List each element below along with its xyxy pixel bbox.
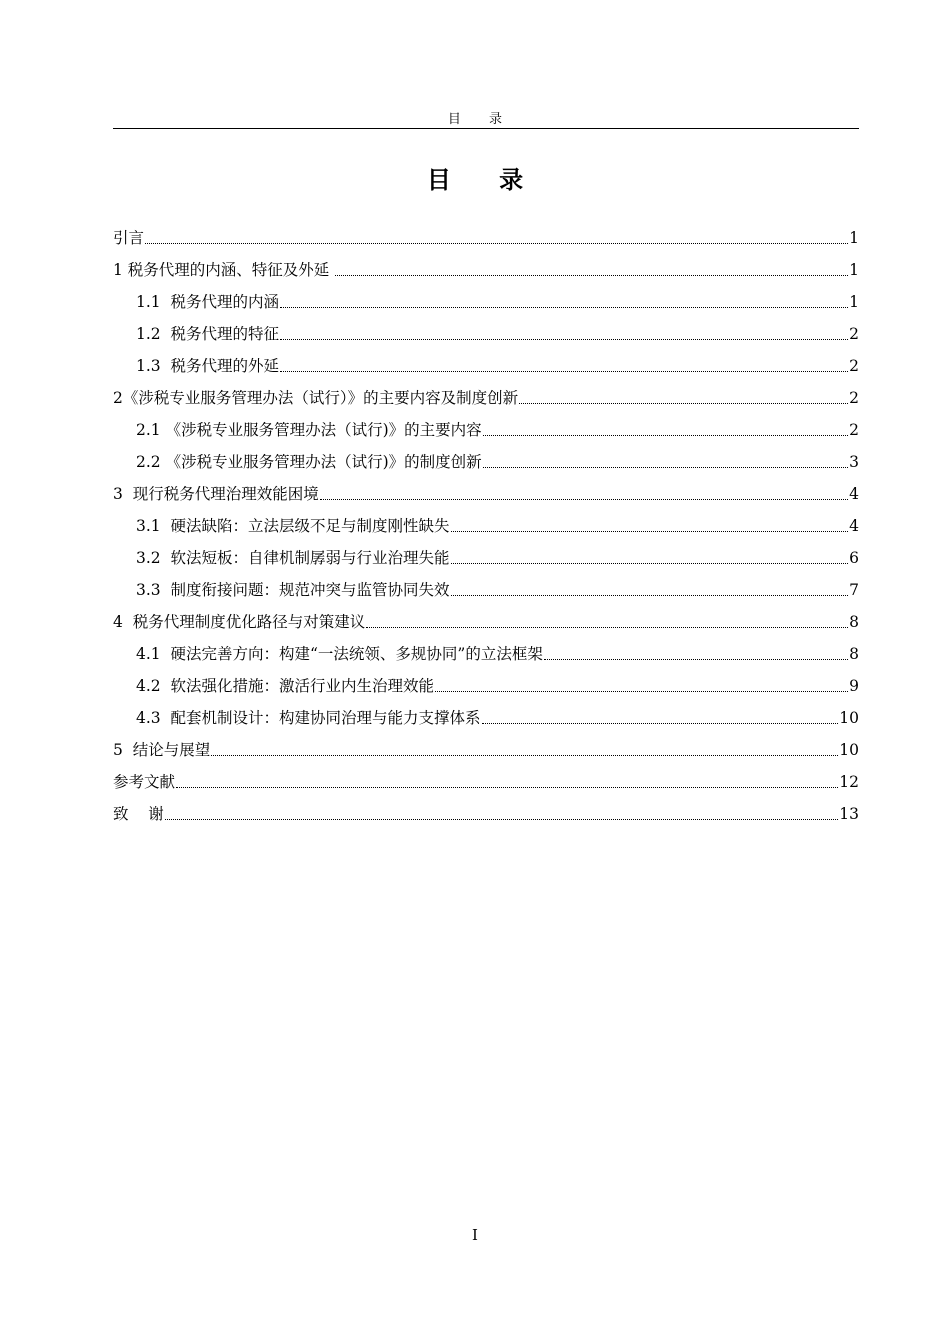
dot-leader: [544, 647, 848, 660]
toc-entry-page: 2: [849, 421, 859, 439]
toc-entry-page: 3: [849, 453, 859, 471]
header-divider: [113, 128, 859, 129]
toc-entry-chapter-5[interactable]: [113, 734, 859, 766]
running-header: 目 录: [447, 112, 515, 127]
dot-leader: [482, 711, 839, 724]
table-of-contents: [113, 222, 859, 830]
toc-entry-label: 3.2 软法短板：自律机制孱弱与行业治理失能: [136, 549, 450, 567]
toc-entry-page: 4: [849, 517, 859, 535]
toc-entry-chapter-2[interactable]: [113, 382, 859, 414]
toc-entry-section-1-2[interactable]: [113, 318, 859, 350]
toc-entry-page: 9: [849, 677, 859, 695]
toc-entry-label: 参考文献: [113, 773, 176, 791]
toc-entry-label: 4 税务代理制度优化路径与对策建议: [113, 613, 366, 631]
toc-entry-page: 2: [849, 357, 859, 375]
toc-entry-chapter-4[interactable]: [113, 606, 859, 638]
dot-leader: [335, 263, 848, 276]
toc-entry-label: 致 谢: [113, 805, 164, 823]
page-title: 目 录: [426, 166, 544, 194]
toc-entry-section-1-3[interactable]: [113, 350, 859, 382]
toc-entry-label: 1.1 税务代理的内涵: [136, 293, 280, 311]
toc-entry-section-3-3[interactable]: [113, 574, 859, 606]
toc-entry-label: 3.3 制度衔接问题：规范冲突与监管协同失效: [136, 581, 450, 599]
dot-leader: [483, 423, 848, 436]
toc-entry-section-4-3[interactable]: [113, 702, 859, 734]
dot-leader: [280, 359, 848, 372]
toc-entry-page: 1: [849, 293, 859, 311]
toc-entry-page: 13: [839, 805, 859, 823]
toc-entry-page: 4: [849, 485, 859, 503]
toc-entry-section-2-1[interactable]: [113, 414, 859, 446]
toc-entry-chapter-1[interactable]: [113, 254, 859, 286]
toc-entry-page: 2: [849, 389, 859, 407]
toc-entry-page: 7: [849, 581, 859, 599]
toc-entry-page: 12: [839, 773, 859, 791]
toc-entry-page: 8: [849, 645, 859, 663]
toc-entry-references[interactable]: [113, 766, 859, 798]
dot-leader: [280, 327, 848, 340]
dot-leader: [435, 679, 848, 692]
dot-leader: [451, 583, 849, 596]
dot-leader: [165, 807, 839, 820]
toc-entry-page: 10: [839, 709, 859, 727]
toc-entry-label: 2《涉税专业服务管理办法（试行）》的主要内容及制度创新: [113, 389, 519, 407]
toc-entry-section-3-2[interactable]: [113, 542, 859, 574]
dot-leader: [320, 487, 848, 500]
toc-entry-section-4-2[interactable]: [113, 670, 859, 702]
dot-leader: [211, 743, 838, 756]
dot-leader: [451, 519, 849, 532]
dot-leader: [176, 775, 838, 788]
toc-entry-chapter-3[interactable]: [113, 478, 859, 510]
toc-entry-page: 6: [849, 549, 859, 567]
toc-entry-introduction[interactable]: [113, 222, 859, 254]
dot-leader: [451, 551, 849, 564]
toc-entry-label: 4.3 配套机制设计：构建协同治理与能力支撑体系: [136, 709, 481, 727]
dot-leader: [145, 231, 848, 244]
dot-leader: [366, 615, 848, 628]
toc-entry-section-3-1[interactable]: [113, 510, 859, 542]
toc-entry-label: 3 现行税务代理治理效能困境: [113, 485, 319, 503]
toc-entry-label: 1.3 税务代理的外延: [136, 357, 280, 375]
toc-entry-page: 2: [849, 325, 859, 343]
toc-entry-label: 引言: [113, 229, 145, 247]
toc-entry-acknowledgements[interactable]: [113, 798, 859, 830]
toc-entry-page: 8: [849, 613, 859, 631]
toc-entry-label: 2.1 《涉税专业服务管理办法（试行)》的主要内容: [136, 421, 482, 439]
toc-entry-label: 3.1 硬法缺陷：立法层级不足与制度刚性缺失: [136, 517, 450, 535]
dot-leader: [483, 455, 848, 468]
dot-leader: [280, 295, 848, 308]
toc-entry-label: 1 税务代理的内涵、特征及外延: [113, 261, 335, 279]
toc-entry-label: 2.2 《涉税专业服务管理办法（试行)》的制度创新: [136, 453, 482, 471]
toc-entry-label: 5 结论与展望: [113, 741, 211, 759]
toc-entry-label: 4.2 软法强化措施：激活行业内生治理效能: [136, 677, 435, 695]
toc-entry-page: 1: [849, 261, 859, 279]
toc-entry-label: 1.2 税务代理的特征: [136, 325, 280, 343]
toc-entry-page: 10: [839, 741, 859, 759]
toc-entry-section-1-1[interactable]: [113, 286, 859, 318]
dot-leader: [519, 391, 848, 404]
toc-entry-page: 1: [849, 229, 859, 247]
toc-entry-section-2-2[interactable]: [113, 446, 859, 478]
toc-entry-label: 4.1 硬法完善方向：构建“一法统领、多规协同”的立法框架: [136, 645, 543, 663]
toc-entry-section-4-1[interactable]: [113, 638, 859, 670]
page-number: I: [472, 1226, 478, 1244]
